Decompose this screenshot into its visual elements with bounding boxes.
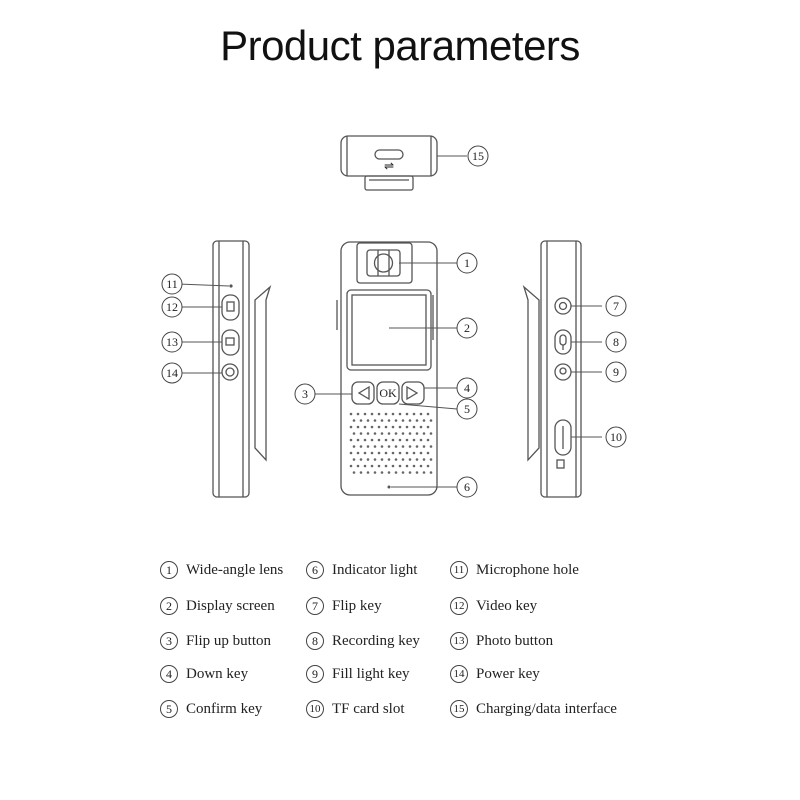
legend-number: 6 — [306, 561, 324, 579]
speaker-hole — [427, 465, 430, 468]
legend-number: 10 — [306, 700, 324, 718]
legend-label: Flip up button — [186, 632, 272, 649]
legend-number: 4 — [160, 665, 178, 683]
speaker-hole — [350, 426, 353, 429]
speaker-hole — [430, 432, 433, 435]
legend-item — [306, 665, 410, 683]
speaker-hole — [430, 471, 433, 474]
speaker-hole — [353, 432, 356, 435]
legend-item — [450, 597, 537, 615]
legend-number: 14 — [450, 665, 468, 683]
speaker-hole — [381, 432, 384, 435]
speaker-hole — [388, 432, 391, 435]
speaker-hole — [378, 465, 381, 468]
speaker-hole — [409, 445, 412, 448]
speaker-hole — [381, 445, 384, 448]
speaker-hole — [374, 458, 377, 461]
speaker-hole — [367, 432, 370, 435]
speaker-hole — [402, 458, 405, 461]
legend-number: 15 — [450, 700, 468, 718]
legend-label: Flip key — [332, 597, 382, 614]
speaker-hole — [378, 413, 381, 416]
display-screen — [347, 290, 431, 370]
legend-item — [450, 561, 579, 579]
callout-marker-6 — [457, 477, 477, 497]
speaker-hole — [392, 413, 395, 416]
speaker-hole — [413, 465, 416, 468]
speaker-hole — [416, 445, 419, 448]
speaker-hole — [364, 439, 367, 442]
legend-label: Indicator light — [332, 561, 418, 578]
speaker-hole — [374, 445, 377, 448]
speaker-hole — [406, 452, 409, 455]
callout-number: 13 — [166, 335, 178, 349]
flip-up-button — [352, 382, 374, 404]
microphone-hole — [229, 284, 232, 287]
speaker-hole — [360, 471, 363, 474]
speaker-hole — [385, 465, 388, 468]
speaker-hole — [409, 471, 412, 474]
speaker-hole — [353, 445, 356, 448]
callout-number: 11 — [166, 277, 178, 291]
speaker-hole — [395, 419, 398, 422]
speaker-hole — [402, 419, 405, 422]
legend-label: Confirm key — [186, 700, 263, 717]
speaker-hole — [388, 471, 391, 474]
legend-number: 5 — [160, 700, 178, 718]
callout-marker-2 — [457, 318, 477, 338]
legend-label: Display screen — [186, 597, 275, 614]
speaker-hole — [416, 419, 419, 422]
speaker-hole — [420, 413, 423, 416]
speaker-hole — [406, 426, 409, 429]
speaker-hole — [371, 426, 374, 429]
speaker-hole — [378, 426, 381, 429]
legend-item — [160, 561, 283, 579]
legend-label: Fill light key — [332, 665, 410, 682]
legend-number: 2 — [160, 597, 178, 615]
speaker-hole — [357, 426, 360, 429]
speaker-hole — [367, 458, 370, 461]
speaker-hole — [402, 471, 405, 474]
speaker-hole — [385, 439, 388, 442]
speaker-hole — [399, 452, 402, 455]
legend-item — [160, 597, 275, 615]
speaker-hole — [364, 426, 367, 429]
speaker-hole — [392, 439, 395, 442]
legend-item — [160, 665, 248, 683]
front-view — [337, 242, 437, 495]
page-title: Product parameters — [220, 22, 580, 69]
ok-key-label: OK — [379, 386, 397, 400]
photo-button — [222, 330, 239, 355]
top-view — [341, 136, 437, 190]
legend-label: TF card slot — [332, 700, 405, 717]
speaker-hole — [350, 439, 353, 442]
legend-label: Video key — [476, 597, 538, 614]
callout-marker-9 — [606, 362, 626, 382]
speaker-hole — [357, 452, 360, 455]
callout-marker-11 — [162, 274, 182, 294]
speaker-hole — [406, 439, 409, 442]
callout-number: 4 — [464, 381, 470, 395]
power-key — [222, 364, 238, 380]
fill-light-key — [555, 364, 571, 380]
speaker-hole — [360, 458, 363, 461]
speaker-hole — [420, 439, 423, 442]
callout-number: 6 — [464, 480, 470, 494]
legend-number: 7 — [306, 597, 324, 615]
legend-number: 12 — [450, 597, 468, 615]
legend-number: 9 — [306, 665, 324, 683]
speaker-hole — [360, 419, 363, 422]
speaker-hole — [420, 426, 423, 429]
speaker-hole — [360, 432, 363, 435]
left-clip — [255, 287, 270, 460]
speaker-hole — [371, 439, 374, 442]
speaker-hole — [409, 432, 412, 435]
speaker-hole — [395, 432, 398, 435]
callout-number: 10 — [610, 430, 622, 444]
callout-number: 8 — [613, 335, 619, 349]
callout-marker-5 — [457, 399, 477, 419]
legend-number: 1 — [160, 561, 178, 579]
speaker-hole — [416, 471, 419, 474]
speaker-hole — [406, 413, 409, 416]
callout-number: 5 — [464, 402, 470, 416]
legend-label: Charging/data interface — [476, 700, 617, 717]
speaker-grille — [350, 413, 433, 474]
callout-marker-13 — [162, 332, 182, 352]
speaker-hole — [402, 432, 405, 435]
top-view-clip — [365, 176, 413, 190]
legend-item — [306, 632, 420, 650]
speaker-hole — [364, 465, 367, 468]
speaker-hole — [423, 471, 426, 474]
callout-marker-4 — [457, 378, 477, 398]
legend-label: Microphone hole — [476, 561, 579, 578]
speaker-hole — [430, 419, 433, 422]
speaker-hole — [420, 465, 423, 468]
speaker-hole — [388, 419, 391, 422]
callout-marker-3 — [295, 384, 315, 404]
speaker-hole — [388, 458, 391, 461]
legend-label: Power key — [476, 665, 540, 682]
speaker-hole — [381, 419, 384, 422]
speaker-hole — [423, 458, 426, 461]
legend-number: 3 — [160, 632, 178, 650]
legend-item — [450, 665, 540, 683]
down-key — [402, 382, 424, 404]
legend-label: Recording key — [332, 632, 420, 649]
video-key — [222, 295, 239, 320]
speaker-hole — [350, 452, 353, 455]
callout-number: 3 — [302, 387, 308, 401]
legend-number: 13 — [450, 632, 468, 650]
speaker-hole — [385, 452, 388, 455]
speaker-hole — [395, 458, 398, 461]
svg-text:⇌: ⇌ — [383, 159, 395, 173]
left-side-view — [213, 241, 270, 497]
callout-marker-15 — [468, 146, 488, 166]
speaker-hole — [409, 419, 412, 422]
callout-number: 12 — [166, 300, 178, 314]
speaker-hole — [353, 419, 356, 422]
speaker-hole — [385, 426, 388, 429]
flip-key — [555, 298, 571, 314]
legend-item — [306, 700, 405, 718]
speaker-hole — [367, 471, 370, 474]
callout-number: 1 — [464, 256, 470, 270]
speaker-hole — [374, 471, 377, 474]
speaker-hole — [427, 413, 430, 416]
callout-marker-10 — [606, 427, 626, 447]
speaker-hole — [371, 452, 374, 455]
speaker-hole — [409, 458, 412, 461]
speaker-hole — [416, 458, 419, 461]
speaker-hole — [427, 439, 430, 442]
recording-key — [555, 330, 571, 354]
speaker-hole — [413, 426, 416, 429]
speaker-hole — [420, 452, 423, 455]
speaker-hole — [395, 445, 398, 448]
callout-marker-7 — [606, 296, 626, 316]
indicator-light — [388, 486, 391, 489]
speaker-hole — [399, 439, 402, 442]
speaker-hole — [367, 419, 370, 422]
speaker-hole — [427, 452, 430, 455]
callout-marker-8 — [606, 332, 626, 352]
legend-label: Wide-angle lens — [186, 561, 284, 578]
legend-item — [450, 700, 617, 718]
legend-item — [160, 632, 271, 650]
speaker-hole — [378, 452, 381, 455]
speaker-hole — [392, 426, 395, 429]
right-side-view — [524, 241, 581, 497]
speaker-hole — [364, 452, 367, 455]
speaker-hole — [423, 432, 426, 435]
speaker-hole — [350, 413, 353, 416]
usb-port — [375, 150, 403, 159]
right-clip — [524, 287, 539, 460]
speaker-hole — [353, 471, 356, 474]
callout-number: 14 — [166, 366, 178, 380]
legend-item — [306, 561, 417, 579]
speaker-hole — [413, 439, 416, 442]
speaker-hole — [423, 419, 426, 422]
speaker-hole — [357, 465, 360, 468]
speaker-hole — [385, 413, 388, 416]
front-body — [341, 242, 437, 495]
legend-item — [450, 632, 553, 650]
speaker-hole — [416, 432, 419, 435]
legend-label: Down key — [186, 665, 249, 682]
speaker-hole — [423, 445, 426, 448]
legend-label: Photo button — [476, 632, 554, 649]
callout-number: 15 — [472, 149, 484, 163]
speaker-hole — [413, 413, 416, 416]
legend-item — [160, 700, 262, 718]
legend-number: 8 — [306, 632, 324, 650]
callout-number: 2 — [464, 321, 470, 335]
speaker-hole — [374, 419, 377, 422]
speaker-hole — [378, 439, 381, 442]
legend-item — [306, 597, 382, 615]
speaker-hole — [381, 458, 384, 461]
legend-number: 11 — [450, 561, 468, 579]
speaker-hole — [360, 445, 363, 448]
callout-number: 7 — [613, 299, 619, 313]
speaker-hole — [406, 465, 409, 468]
speaker-hole — [427, 426, 430, 429]
speaker-hole — [392, 452, 395, 455]
speaker-hole — [350, 465, 353, 468]
speaker-hole — [371, 413, 374, 416]
speaker-hole — [430, 458, 433, 461]
speaker-hole — [364, 413, 367, 416]
callout-marker-14 — [162, 363, 182, 383]
speaker-hole — [402, 445, 405, 448]
speaker-hole — [381, 471, 384, 474]
speaker-hole — [367, 445, 370, 448]
speaker-hole — [399, 465, 402, 468]
speaker-hole — [357, 413, 360, 416]
speaker-hole — [353, 458, 356, 461]
speaker-hole — [388, 445, 391, 448]
speaker-hole — [395, 471, 398, 474]
speaker-hole — [430, 445, 433, 448]
callout-marker-1 — [457, 253, 477, 273]
speaker-hole — [399, 426, 402, 429]
speaker-hole — [371, 465, 374, 468]
speaker-hole — [374, 432, 377, 435]
callout-marker-12 — [162, 297, 182, 317]
speaker-hole — [399, 413, 402, 416]
speaker-hole — [413, 452, 416, 455]
speaker-hole — [357, 439, 360, 442]
callout-number: 9 — [613, 365, 619, 379]
speaker-hole — [392, 465, 395, 468]
callout-markers — [162, 146, 626, 497]
